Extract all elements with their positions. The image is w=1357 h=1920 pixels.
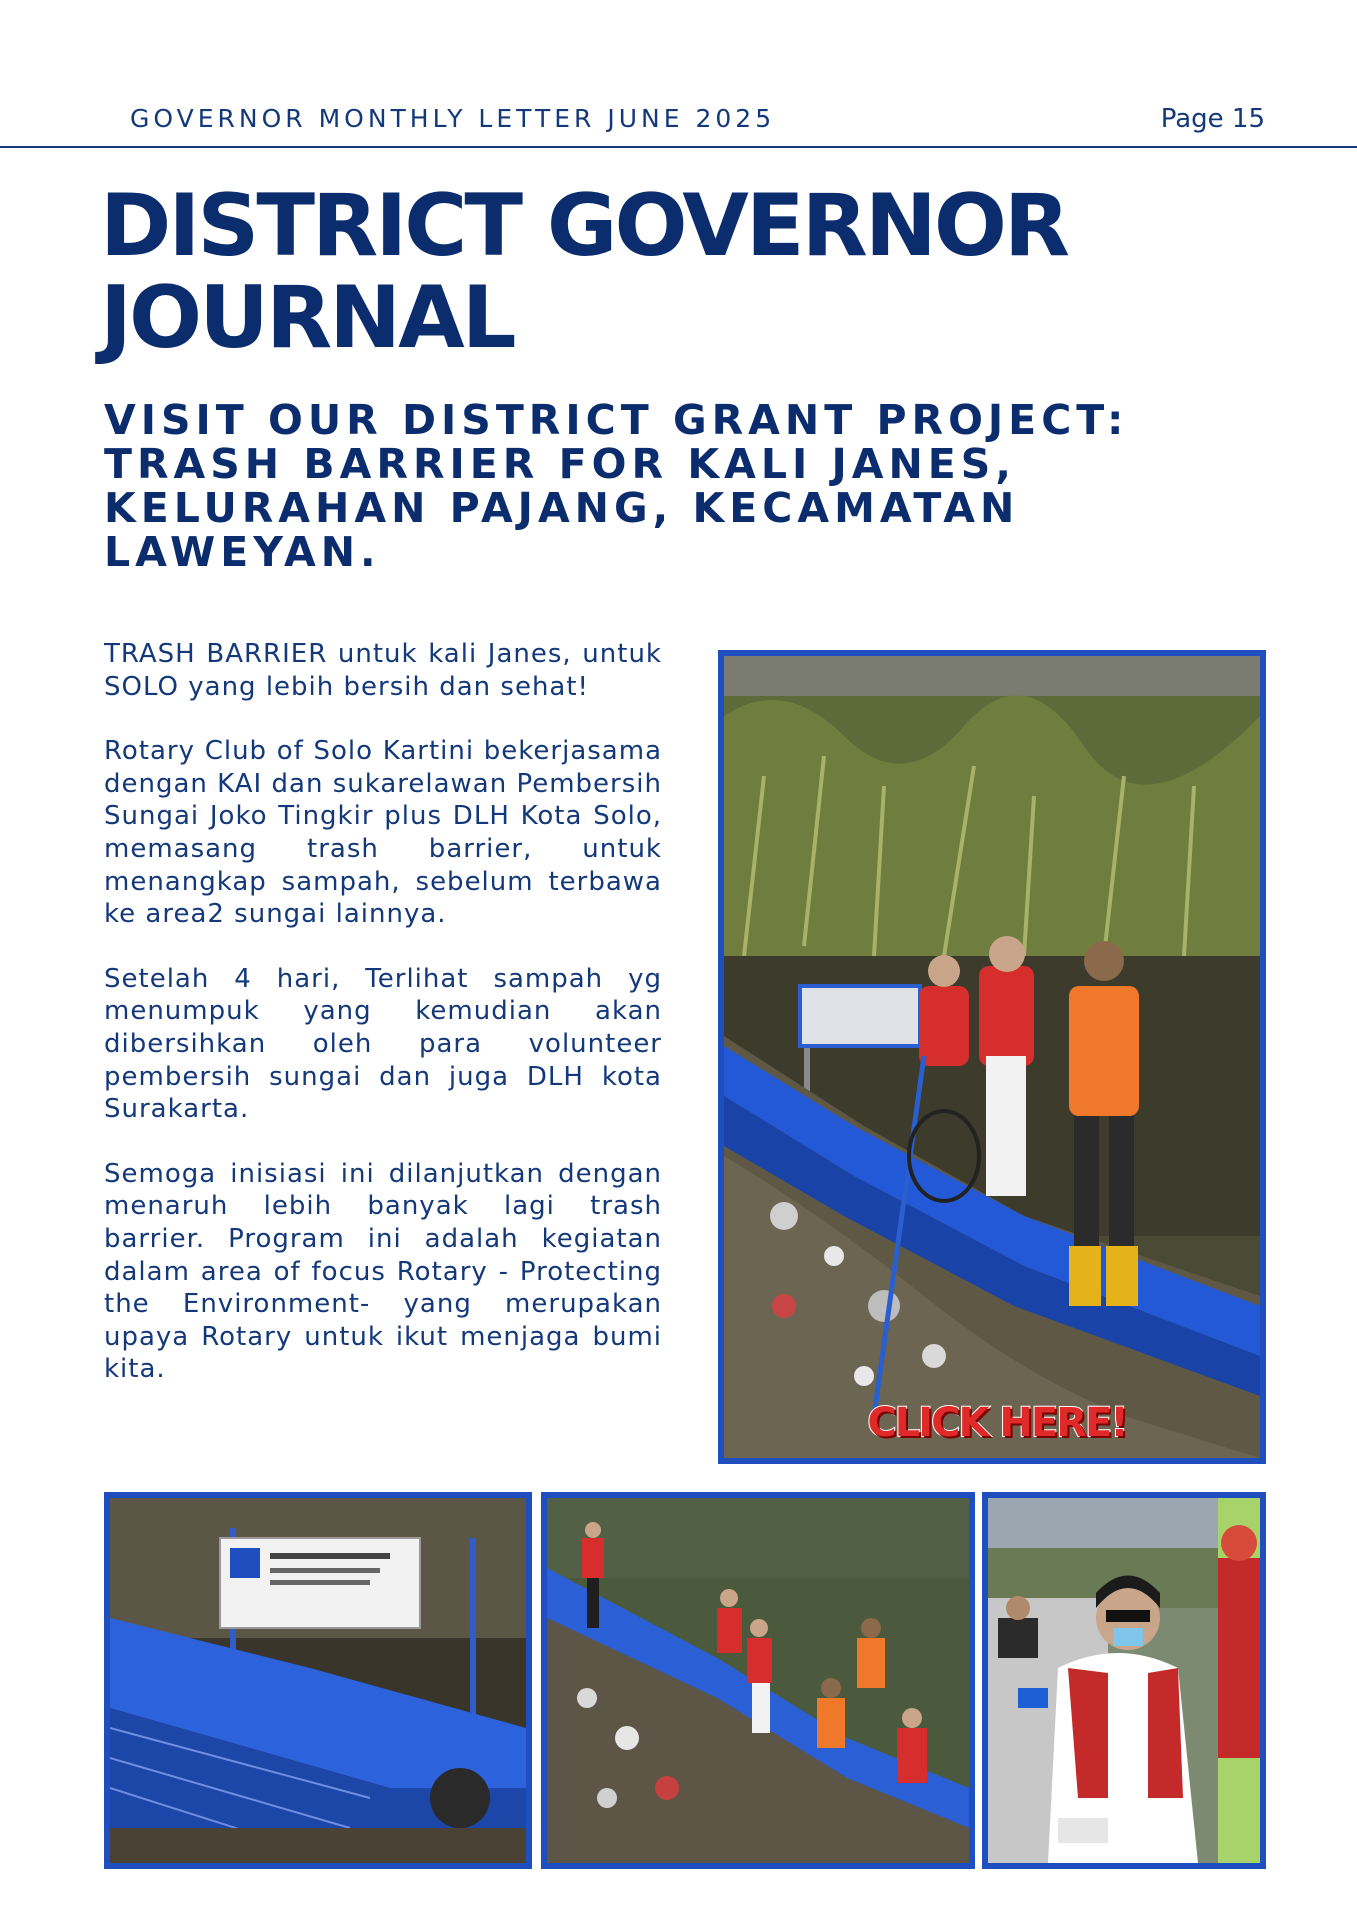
subtitle-line: TRASH BARRIER FOR KALI JANES, — [104, 440, 1016, 488]
newsletter-title: GOVERNOR MONTHLY LETTER JUNE 2025 — [130, 104, 776, 133]
trash-barrier-photo — [110, 1498, 526, 1863]
paragraph: Semoga inisiasi ini dilanjutkan dengan menaruh lebih banyak lagi trash barrier. Program ini adalah kegiatan dalam area of focus Rotary - Protecting the Environment- yang merupakan upaya Rotary untuk ikut menjaga bumi kita. — [104, 1158, 662, 1385]
article-subtitle — [104, 398, 1264, 574]
rotary-member-photo[interactable] — [982, 1492, 1266, 1869]
trash-barrier-sign-photo[interactable] — [104, 1492, 532, 1869]
subtitle-line: KELURAHAN PAJANG, KECAMATAN — [104, 484, 1020, 532]
page-title-line: JOURNAL — [100, 268, 514, 368]
click-here-button[interactable]: CLICK HERE! — [867, 1400, 1127, 1446]
volunteers-cleanup-photo[interactable] — [541, 1492, 975, 1869]
paragraph: TRASH BARRIER untuk kali Janes, untuk SOLO yang lebih bersih dan sehat! — [104, 639, 662, 702]
page-number: Page 15 — [1160, 104, 1265, 134]
main-project-photo[interactable] — [718, 650, 1266, 1464]
article-body — [104, 638, 662, 1418]
page-title — [100, 176, 1260, 368]
volunteers-photo — [547, 1498, 969, 1863]
subtitle-line: VISIT OUR DISTRICT GRANT PROJECT: — [104, 396, 1129, 444]
paragraph: Setelah 4 hari, Terlihat sampah yg menumpuk yang kemudian akan dibersihkan oleh para volunteer pembersih sungai dan juga DLH kota Surakarta. — [104, 963, 662, 1125]
river-cleanup-photo — [724, 656, 1260, 1458]
paragraph: Rotary Club of Solo Kartini bekerjasama dengan KAI dan sukarelawan Pembersih Sungai Joko Tingkir plus DLH Kota Solo, memasang trash barrier, untuk menangkap sampah, sebelum terbawa ke area2 sungai lainnya. — [104, 736, 662, 930]
rotary-member-portrait — [988, 1498, 1260, 1863]
subtitle-line: LAWEYAN. — [104, 528, 381, 576]
page-title-line: DISTRICT GOVERNOR — [100, 176, 1068, 276]
